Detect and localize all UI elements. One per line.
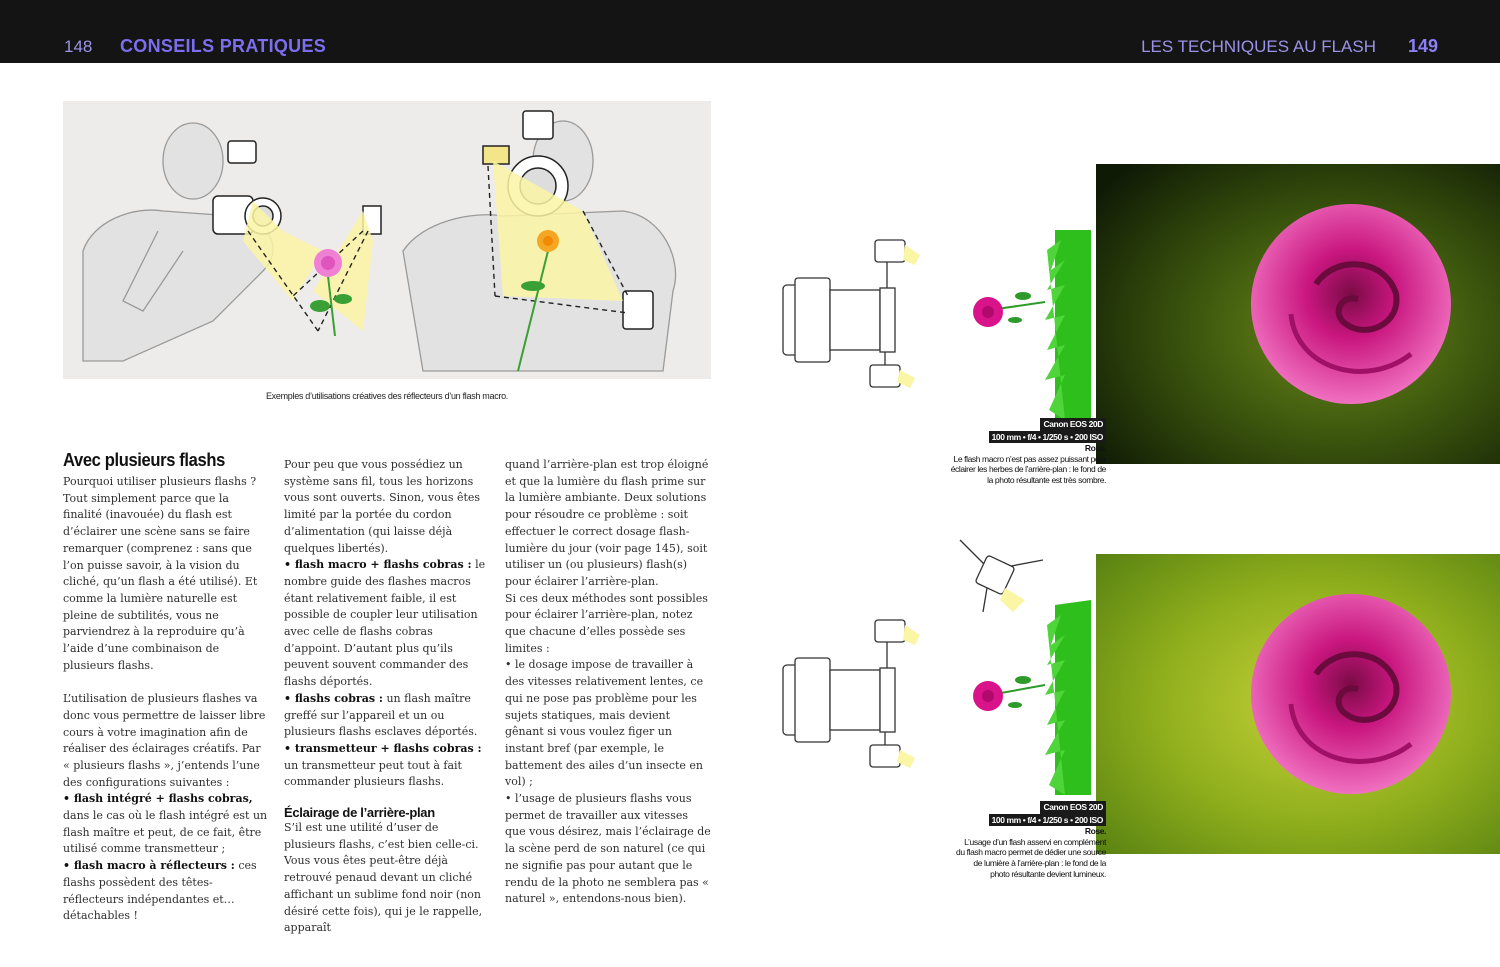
bullet-item (63, 791, 269, 858)
rose-photo-lit-background (1096, 554, 1500, 854)
paragraph: Pour peu que vous possédiez un système sans fil, tous les horizons vous sont ouverts. Sinon, vous êtes limité par la portée du cordon d’alimentation (qui laisse déjà quelques libertés). (284, 458, 481, 555)
bullet-item: • le dosage impose de travailler à des vitesses relativement lentes, ce qui ne pose pas problème pour les sujets statiques, mais devient gênant si vous voulez figer un instant bref (par exemple, le battement des ailes d’un insecte en vol) ; (505, 658, 704, 789)
photo1-caption (930, 418, 1106, 486)
bullet-label: • flash macro + flashs cobras : (284, 558, 472, 572)
bullet-item (284, 691, 490, 741)
paragraph: L’utilisation de plusieurs flashes va donc vous permettre de laisser libre cours à votre imagination afin de réaliser des éclairages créatifs. Par « plusieurs flashs », j’entends l’une des configurations suivantes : (63, 692, 266, 789)
rose-symbol (973, 292, 1045, 327)
bullet-label: • flash intégré + flashs cobras, (63, 792, 253, 806)
text-column-1 (63, 474, 269, 925)
rose-symbol-2 (973, 676, 1045, 711)
macro-flash-illustration (63, 101, 711, 379)
text-column-2 (284, 457, 490, 937)
paragraph: S’il est une utilité d’user de plusieurs flashs, c’est bien celle-ci. Vous vous êtes peut-être déjà retrouvé penaud devant un cliché affichant un sublime fond noir (non désiré cette fois), qui je le rappelle, apparaît (284, 821, 483, 935)
subheading: Éclairage de l’arrière-plan (284, 805, 435, 821)
grass-background-1 (1045, 230, 1091, 420)
left-section-title: CONSEILS PRATIQUES (120, 36, 327, 56)
photo2-description: L’usage d’un flash asservi en complément du flash macro permet de dédier une source de lumière à l’arrière-plan : le fond de la photo résultante devient lumineux. (956, 836, 1106, 879)
paragraph: Pourquoi utiliser plusieurs flashs ? Tout simplement parce que la finalité (inavouée) du flash est d’éclairer une scène sans se faire remarquer (comprenez : sans que l’on puisse savoir, à la vision du cliché, qu’un flash a été utilisé). Et comme la lumière naturelle est pleine de subtilités, vous ne parviendrez à la reproduire qu’à l’aide d’une combinaison de plusieurs flashs. (63, 475, 258, 672)
photo1-description: Le flash macro n’est pas assez puissant pour éclairer les herbes de l’arrière-plan : le fond de la photo résultante est très sombre. (950, 453, 1106, 485)
photo1-settings: 100 mm • f/4 • 1/250 s • 200 ISO (989, 431, 1106, 444)
bullet-label: • flash macro à réflecteurs : (63, 859, 235, 873)
bullet-text: ces flashs possèdent des têtes-réflecteurs indépendantes et… détachables ! (63, 859, 257, 923)
paragraph: quand l’arrière-plan est trop éloigné et que la lumière du flash prime sur la lumière ambiante. Deux solutions pour résoudre ce problème : soit effectuer le correct dosage flash-lumière du jour (voir page 145), soit utiliser un (ou plusieurs) flash(s) pour éclairer l’arrière-plan. (505, 458, 709, 588)
photo2-caption (930, 801, 1106, 879)
illustration-caption: Exemples d’utilisations créatives des réflecteurs d’un flash macro. (265, 391, 509, 401)
paragraph: Si ces deux méthodes sont possibles pour éclairer l’arrière-plan, notez que chacune d’elles possède ses limites : (505, 591, 708, 655)
camera-top-view (783, 240, 905, 387)
bullet-item: • l’usage de plusieurs flashs vous permet de travailler aux vitesses que vous désirez, mais l’éclairage de la scène perd de son naturel (ce qui ne signifie pas pour autant que le rendu de la photo ne semblera pas « naturel », entendons-nous bien). (505, 792, 711, 906)
bullet-text: un flash maître greffé sur l’appareil et un ou plusieurs flashs esclaves déportés. (284, 691, 478, 739)
photo2-settings: 100 mm • f/4 • 1/250 s • 200 ISO (989, 814, 1106, 827)
bullet-text: dans le cas où le flash intégré est un flash maître et peut, de ce fait, être utilisé comme transmetteur ; (63, 809, 268, 856)
grass-background-2 (1045, 600, 1091, 795)
bullet-label: • flashs cobras : (284, 691, 383, 705)
photo2-subject: Rose. (1084, 826, 1106, 837)
photo1-subject: Rose. (1084, 443, 1106, 454)
bullet-item (284, 557, 490, 691)
photo1-camera: Canon EOS 20D (1040, 418, 1106, 431)
bullet-text: un transmetteur peut tout à fait commander plusieurs flashs. (284, 758, 462, 789)
bullet-label: • transmetteur + flashs cobras : (284, 741, 482, 755)
setup-diagram-1 (775, 230, 1095, 430)
photo2-camera: Canon EOS 20D (1040, 801, 1106, 814)
bullet-item (284, 741, 490, 791)
rose-photo-dark-background (1096, 164, 1500, 464)
right-section-title: LES TECHNIQUES AU FLASH (1141, 37, 1376, 56)
bullet-item (63, 858, 269, 925)
setup-diagram-2 (775, 530, 1095, 800)
text-column-3 (505, 457, 711, 908)
article-heading: Avec plusieurs flashs (63, 450, 225, 470)
bullet-text: le nombre guide des flashes macros étant relativement faible, il est possible de coupler leur utilisation avec celle de flashs cobras d’appoint. D’autant plus qu’ils peuvent souvent commander des flashs déportés. (284, 558, 486, 689)
camera-top-view-2 (783, 620, 905, 767)
left-page-number: 148 (64, 37, 93, 56)
right-page-number: 149 (1407, 36, 1438, 56)
